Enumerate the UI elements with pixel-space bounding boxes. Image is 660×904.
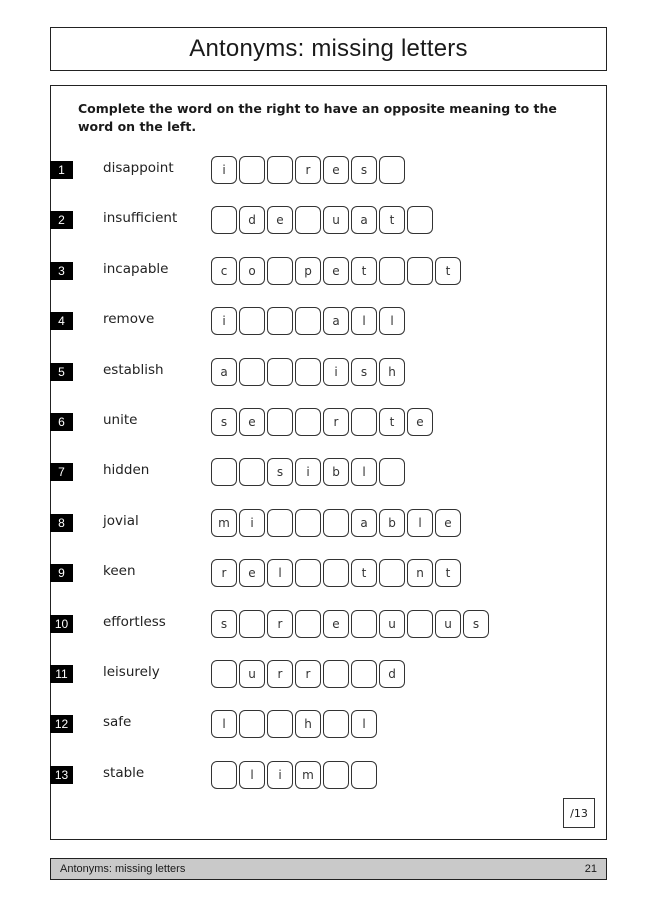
letter-boxes xyxy=(211,408,435,436)
letter-box[interactable] xyxy=(267,257,293,285)
letter-box[interactable]: i xyxy=(211,307,237,335)
clue-word: hidden xyxy=(103,462,150,479)
letter-box[interactable]: m xyxy=(295,761,321,789)
letter-box[interactable] xyxy=(239,710,265,738)
letter-box[interactable] xyxy=(211,660,237,688)
letter-boxes xyxy=(211,610,491,638)
letter-box[interactable]: s xyxy=(351,358,377,386)
letter-box[interactable] xyxy=(239,156,265,184)
clue-word: disappoint xyxy=(103,160,174,176)
page-number: 21 xyxy=(584,863,597,875)
question-number: 1 xyxy=(50,161,73,179)
letter-box[interactable] xyxy=(323,509,349,537)
clue-word: jovial xyxy=(103,512,139,529)
letter-box[interactable]: i xyxy=(323,358,349,386)
letter-box[interactable]: s xyxy=(267,458,293,486)
letter-box[interactable] xyxy=(351,408,377,436)
letter-box[interactable] xyxy=(295,559,321,587)
letter-box[interactable]: n xyxy=(407,559,433,587)
question-number: 5 xyxy=(50,363,73,381)
letter-box[interactable] xyxy=(295,509,321,537)
letter-box[interactable]: t xyxy=(379,206,405,234)
letter-boxes xyxy=(211,660,407,688)
letter-box[interactable] xyxy=(351,660,377,688)
letter-box[interactable]: b xyxy=(379,509,405,537)
question-number: 2 xyxy=(50,211,73,229)
letter-box[interactable] xyxy=(295,206,321,234)
clue-word: stable xyxy=(103,764,145,781)
question-number: 11 xyxy=(50,665,73,683)
letter-box[interactable]: l xyxy=(351,458,377,486)
clue-word: keen xyxy=(103,563,136,580)
letter-box[interactable] xyxy=(267,509,293,537)
letter-box[interactable]: m xyxy=(211,509,237,537)
letter-box[interactable]: r xyxy=(211,559,237,587)
letter-box[interactable]: t xyxy=(351,257,377,285)
letter-boxes xyxy=(211,509,463,537)
clue-word: effortless xyxy=(103,613,166,630)
letter-box[interactable]: u xyxy=(379,610,405,638)
question-number: 7 xyxy=(50,463,73,481)
question-number: 3 xyxy=(50,262,73,280)
letter-box[interactable]: l xyxy=(351,307,377,335)
letter-box[interactable]: l xyxy=(211,710,237,738)
letter-box[interactable] xyxy=(267,156,293,184)
letter-boxes xyxy=(211,307,407,335)
clue-word: leisurely xyxy=(103,664,160,680)
letter-box[interactable]: t xyxy=(379,408,405,436)
letter-box[interactable]: t xyxy=(351,559,377,587)
letter-box[interactable] xyxy=(211,458,237,486)
letter-box[interactable]: s xyxy=(463,610,489,638)
letter-boxes xyxy=(211,156,407,184)
letter-box[interactable]: i xyxy=(267,761,293,789)
letter-box[interactable] xyxy=(239,458,265,486)
question-number: 4 xyxy=(50,312,73,330)
letter-box[interactable]: e xyxy=(407,408,433,436)
instruction-text: Complete the word on the right to have an opposite meaning to the word on the left. xyxy=(78,101,557,134)
letter-box[interactable]: s xyxy=(211,408,237,436)
clue-word: unite xyxy=(103,412,138,428)
letter-box[interactable]: i xyxy=(239,509,265,537)
letter-box[interactable]: u xyxy=(323,206,349,234)
letter-box[interactable]: t xyxy=(435,559,461,587)
letter-box[interactable] xyxy=(295,358,321,386)
letter-box[interactable] xyxy=(239,358,265,386)
clue-word: incapable xyxy=(103,260,169,277)
letter-boxes xyxy=(211,761,379,789)
letter-box[interactable]: a xyxy=(351,206,377,234)
letter-box[interactable]: l xyxy=(379,307,405,335)
letter-box[interactable] xyxy=(351,761,377,789)
letter-box[interactable] xyxy=(323,660,349,688)
letter-box[interactable]: s xyxy=(351,156,377,184)
letter-box[interactable] xyxy=(295,610,321,638)
letter-box[interactable]: r xyxy=(295,660,321,688)
page-title: Antonyms: missing letters xyxy=(189,35,468,62)
letter-box[interactable]: i xyxy=(211,156,237,184)
question-number: 8 xyxy=(50,514,73,532)
letter-boxes xyxy=(211,710,379,738)
letter-box[interactable] xyxy=(323,710,349,738)
letter-box[interactable]: e xyxy=(239,408,265,436)
footer-title: Antonyms: missing letters xyxy=(60,863,186,875)
letter-box[interactable]: r xyxy=(295,156,321,184)
letter-box[interactable] xyxy=(379,257,405,285)
letter-box[interactable]: p xyxy=(295,257,321,285)
clue-word: safe xyxy=(103,714,132,731)
letter-box[interactable]: s xyxy=(211,610,237,638)
letter-box[interactable] xyxy=(323,761,349,789)
letter-box[interactable]: a xyxy=(323,307,349,335)
letter-box[interactable]: d xyxy=(379,660,405,688)
letter-box[interactable]: l xyxy=(407,509,433,537)
letter-box[interactable]: u xyxy=(435,610,461,638)
letter-box[interactable]: a xyxy=(211,358,237,386)
letter-box[interactable]: e xyxy=(323,610,349,638)
letter-box[interactable]: e xyxy=(239,559,265,587)
page-footer xyxy=(50,858,607,880)
letter-box[interactable] xyxy=(267,358,293,386)
clue-word: establish xyxy=(103,361,164,378)
question-number: 13 xyxy=(50,766,73,784)
question-number: 12 xyxy=(50,715,73,733)
letter-box[interactable] xyxy=(351,610,377,638)
letter-box[interactable]: e xyxy=(323,156,349,184)
letter-box[interactable]: h xyxy=(295,710,321,738)
letter-box[interactable] xyxy=(267,307,293,335)
letter-box[interactable] xyxy=(239,307,265,335)
letter-box[interactable] xyxy=(267,408,293,436)
letter-box[interactable] xyxy=(295,307,321,335)
letter-box[interactable] xyxy=(267,710,293,738)
letter-box[interactable] xyxy=(295,408,321,436)
letter-box[interactable]: r xyxy=(267,660,293,688)
letter-box[interactable] xyxy=(407,610,433,638)
clue-word: insufficient xyxy=(103,210,178,227)
score-box: /13 xyxy=(563,798,595,828)
question-number: 9 xyxy=(50,564,73,582)
title-box xyxy=(50,27,607,71)
letter-boxes xyxy=(211,458,407,486)
letter-box[interactable] xyxy=(407,206,433,234)
letter-box[interactable]: e xyxy=(323,257,349,285)
letter-box[interactable]: o xyxy=(239,257,265,285)
letter-box[interactable] xyxy=(211,761,237,789)
letter-box[interactable] xyxy=(379,156,405,184)
clue-word: remove xyxy=(103,311,155,328)
letter-boxes xyxy=(211,257,463,285)
letter-box[interactable]: c xyxy=(211,257,237,285)
letter-box[interactable]: l xyxy=(267,559,293,587)
letter-box[interactable]: t xyxy=(435,257,461,285)
exercise-panel xyxy=(50,85,607,840)
letter-boxes xyxy=(211,559,463,587)
letter-box[interactable]: u xyxy=(239,660,265,688)
letter-box[interactable]: a xyxy=(351,509,377,537)
letter-box[interactable]: r xyxy=(267,610,293,638)
letter-box[interactable]: e xyxy=(267,206,293,234)
letter-box[interactable]: r xyxy=(323,408,349,436)
letter-box[interactable] xyxy=(211,206,237,234)
letter-box[interactable]: l xyxy=(239,761,265,789)
letter-box[interactable]: i xyxy=(295,458,321,486)
question-number: 10 xyxy=(50,615,73,633)
letter-box[interactable] xyxy=(379,559,405,587)
question-number: 6 xyxy=(50,413,73,431)
letter-box[interactable] xyxy=(407,257,433,285)
letter-box[interactable]: b xyxy=(323,458,349,486)
letter-boxes xyxy=(211,206,435,234)
letter-box[interactable] xyxy=(379,458,405,486)
letter-box[interactable]: d xyxy=(239,206,265,234)
letter-box[interactable]: e xyxy=(435,509,461,537)
letter-box[interactable]: h xyxy=(379,358,405,386)
letter-box[interactable] xyxy=(323,559,349,587)
letter-boxes xyxy=(211,358,407,386)
letter-box[interactable] xyxy=(239,610,265,638)
letter-box[interactable]: l xyxy=(351,710,377,738)
